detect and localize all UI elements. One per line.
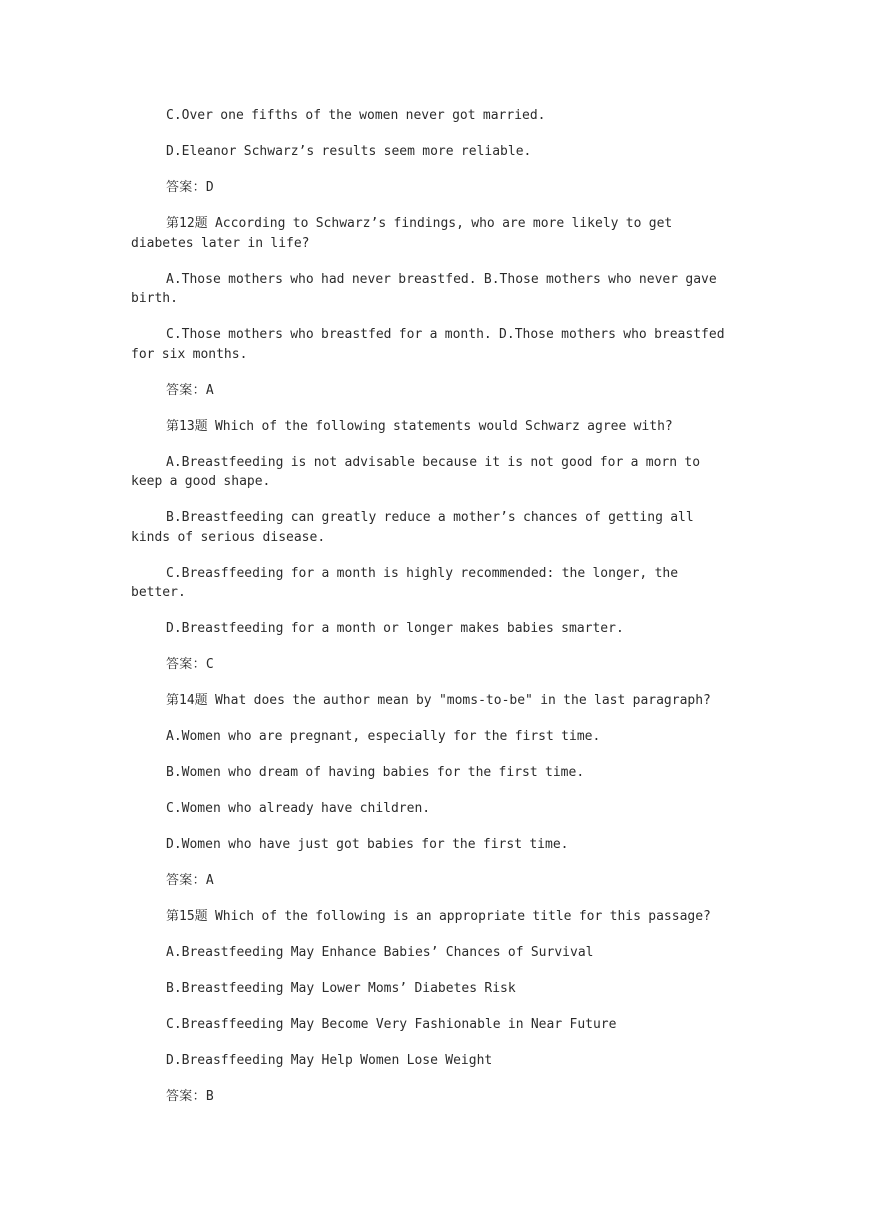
q15-option-d: D.Breasffeeding May Help Women Lose Weight [166,1053,493,1068]
q11-answer: 答案：D [166,180,215,195]
q11-option-c: C.Over one fifths of the women never got married. [166,108,546,123]
q14-option-c: C.Women who already have children. [166,801,431,816]
q13-option-b: B.Breastfeeding can greatly reduce a mother’s chances of getting all kinds of serious disease. [131,510,694,545]
q15-answer: 答案：B [166,1089,215,1104]
q13-option-d: D.Breastfeeding for a month or longer makes babies smarter. [166,621,624,636]
q15-option-c: C.Breasffeeding May Become Very Fashionable in Near Future [166,1017,617,1032]
q14-option-d: D.Women who have just got babies for the first time. [166,837,569,852]
q13-option-c: C.Breasffeeding for a month is highly recommended: the longer, the better. [131,565,679,600]
q14-option-b: B.Women who dream of having babies for the first time. [166,765,585,780]
q15-question: 第15题 Which of the following is an appropriate title for this passage? [166,909,711,924]
q13-answer: 答案：C [166,657,215,672]
q14-option-a: A.Women who are pregnant, especially for the first time. [166,729,601,744]
q15-option-a: A.Breastfeeding May Enhance Babies’ Chances of Survival [166,945,594,960]
q12-options-ab: A.Those mothers who had never breastfed. B.Those mothers who never gave birth. [131,271,717,306]
q14-question: 第14题 What does the author mean by "moms-to-be" in the last paragraph? [166,693,711,708]
q12-options-cd: C.Those mothers who breastfed for a month. D.Those mothers who breastfed for six months. [131,327,725,362]
q12-question: 第12题 According to Schwarz’s findings, who are more likely to get diabetes later in life? [131,216,673,251]
q13-question: 第13题 Which of the following statements would Schwarz agree with? [166,418,673,434]
q12-answer: 答案：A [166,382,215,398]
q11-option-d: D.Eleanor Schwarz’s results seem more reliable. [166,144,532,159]
q13-option-a: A.Breastfeeding is not advisable because it is not good for a morn to keep a good shape. [131,454,701,489]
q14-answer: 答案：A [166,873,215,888]
document-body [131,106,737,1123]
q15-option-b: B.Breastfeeding May Lower Moms’ Diabetes Risk [166,981,516,996]
